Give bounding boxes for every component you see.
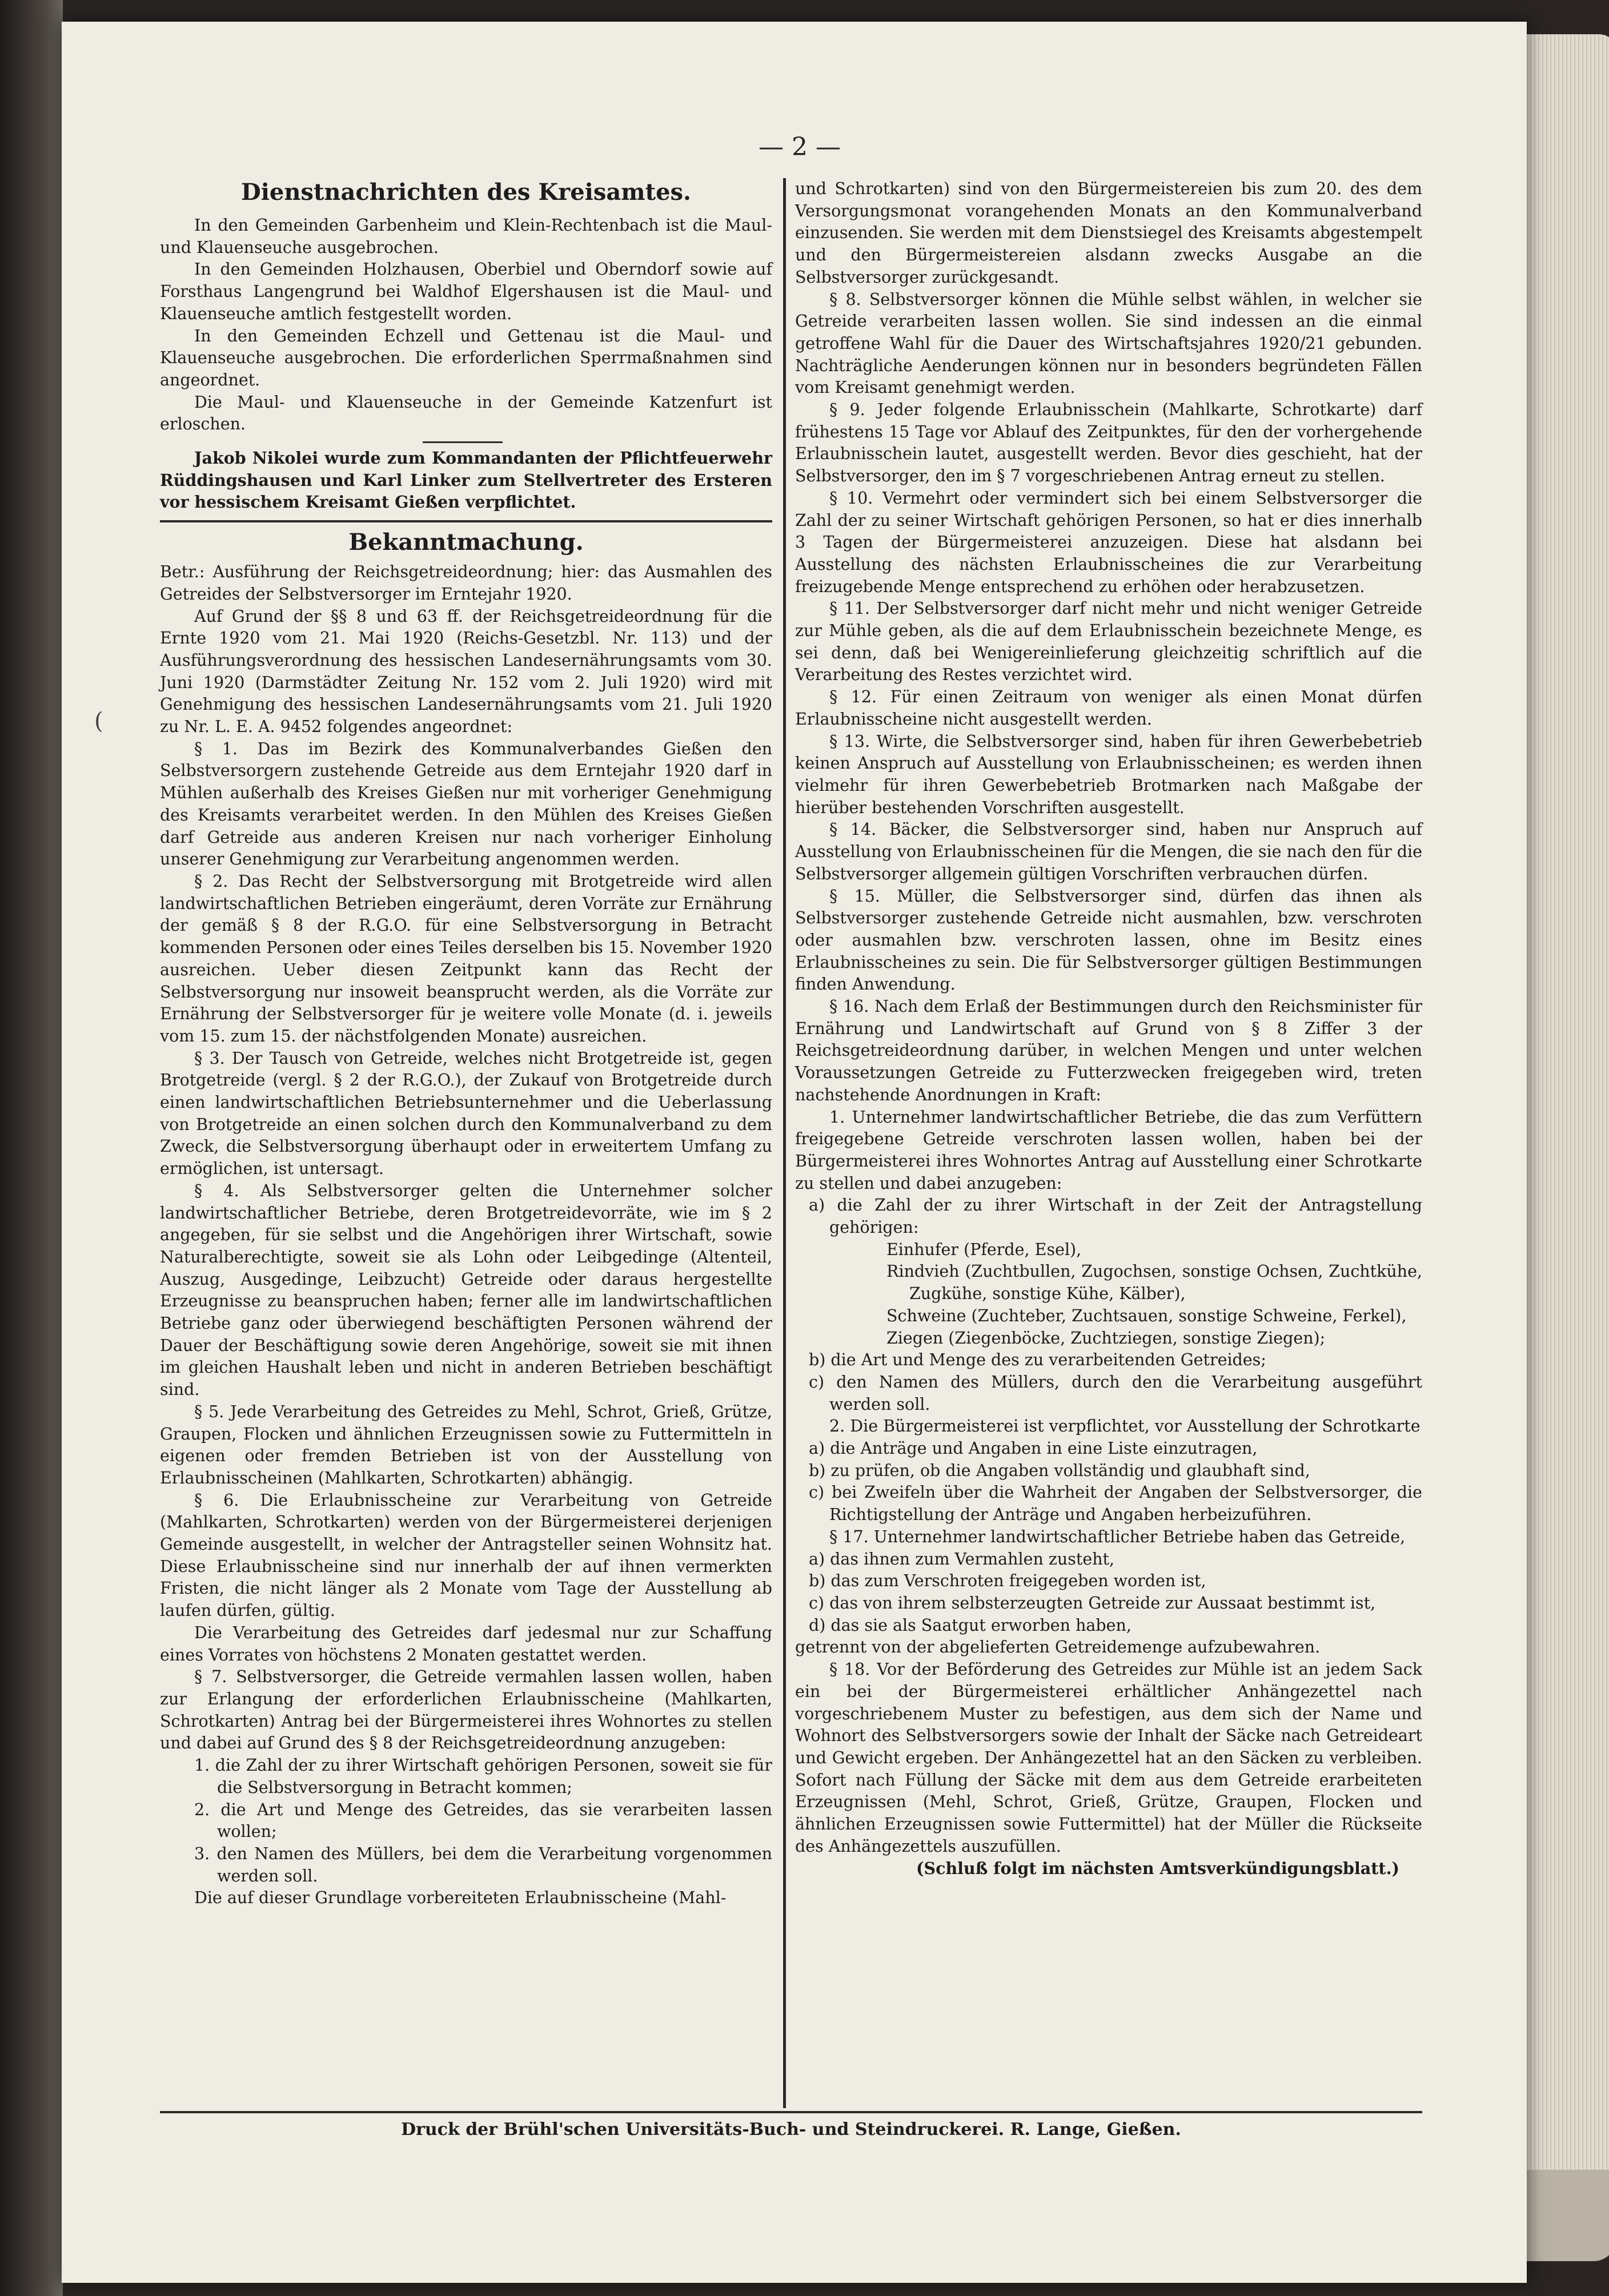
paragraph: § 9. Jeder folgende Erlaubnisschein (Mahlkarte, Schrotkarte) darf frühestens 15 Tage vor Ablauf des Zeitpunktes, für den der vorhergehende Erlaubnisschein lautet, ausgestellt werden. Bevor dies geschieht, hat der Selbstversorger, den im § 7 vorgeschriebenen Antrag erneut zu stellen. — [795, 400, 1422, 486]
list-item: Schweine (Zuchteber, Zuchtsauen, sonstige Schweine, Ferkel), — [886, 1306, 1407, 1325]
facing-page-edge — [0, 0, 63, 2296]
list-item: d) das sie als Saatgut erworben haben, — [809, 1615, 1131, 1635]
list-item: Rindvieh (Zuchtbullen, Zugochsen, sonstige Ochsen, Zuchtkühe, Zugkühe, sonstige Kühe, Kälber), — [886, 1262, 1422, 1304]
column-divider — [783, 178, 786, 2108]
list-item: b) die Art und Menge des zu verarbeitenden Getreides; — [809, 1350, 1266, 1370]
news-item: In den Gemeinden Garbenheim und Klein-Rechtenbach ist die Maul- und Klauenseuche ausgebrochen. — [160, 216, 772, 257]
news-item: Die Maul- und Klauenseuche in der Gemeinde Katzenfurt ist erloschen. — [160, 392, 772, 434]
list-item: Ziegen (Ziegenböcke, Zuchtziegen, sonstige Ziegen); — [886, 1328, 1326, 1348]
footer-rule — [160, 2111, 1422, 2113]
section-heading: Dienstnachrichten des Kreisamtes. — [241, 179, 691, 206]
paragraph: Die Verarbeitung des Getreides darf jedesmal nur zur Schaffung eines Vorrates von höchstens 2 Monaten gestattet werden. — [160, 1623, 772, 1664]
paragraph: § 2. Das Recht der Selbstversorgung mit Brotgetreide wird allen landwirtschaftlichen Betrieben eingeräumt, deren Vorräte zur Ernährung der gemäß § 8 der R.G.O. für eine Selbstversorgung in Betracht kommenden Personen oder eines Teiles derselben bis 15. November 1920 ausreichen. Ueber diesen Zeitpunkt kann das Recht der Selbstversorgung nur insoweit beansprucht werden, als die Vorräte zur Ernährung der Selbstversorger für je weitere volle Monate (d. i. jeweils vom 15. zum 15. der nächstfolgenden Monate) ausreichen. — [160, 871, 772, 1046]
paragraph: § 18. Vor der Beförderung des Getreides zur Mühle ist an jedem Sack ein bei der Bürgermeisterei erhältlicher Anhängezettel nach vorgeschriebenem Muster zu befestigen, aus dem sich der Name und Wohnort des Selbstversorgers sowie der Inhalt der Säcke nach Getreideart und Gewicht ergeben. Der Anhängezettel hat an den Säcken zu verbleiben. Sofort nach Füllung der Säcke mit dem aus dem Getreide erarbeiteten Erzeugnissen (Mehl, Schrot, Grieß, Grütze, Graupen, Flocken und ähnlichen Erzeugnissen sowie Futtermittel) hat der Müller die Rückseite des Anhängezettels auszufüllen. — [795, 1660, 1422, 1856]
paragraph: § 7. Selbstversorger, die Getreide vermahlen lassen wollen, haben zur Erlangung der erforderlichen Erlaubnisscheine (Mahlkarten, Schrotkarten) Antrag bei der Bürgermeisterei ihres Wohnortes zu stellen und dabei auf Grund des § 8 der Reichsgetreideordnung anzugeben: — [160, 1667, 772, 1753]
margin-bracket-icon: ( — [94, 708, 103, 734]
page-number: — 2 — — [759, 132, 841, 162]
paragraph: 2. Die Bürgermeisterei ist verpflichtet, vor Ausstellung der Schrotkarte — [829, 1417, 1421, 1436]
printer-imprint: Druck der Brühl'schen Universitäts-Buch- und Steindruckerei. R. Lange, Gießen. — [401, 2120, 1181, 2140]
betreff-line: Betr.: Ausführung der Reichsgetreideordnung; hier: das Ausmahlen des Getreides der Selbstversorger im Erntejahr 1920. — [160, 562, 772, 604]
paragraph: § 16. Nach dem Erlaß der Bestimmungen durch den Reichsminister für Ernährung und Landwirtschaft auf Grund von § 8 Ziffer 3 der Reichsgetreideordnung darüber, in welchen Mengen und unter welchen Voraussetzungen Getreide zu Futterzwecken freigegeben wird, treten nachstehende Anordnungen in Kraft: — [795, 997, 1422, 1104]
list-item: c) das von ihrem selbsterzeugten Getreide zur Aussaat bestimmt ist, — [809, 1594, 1376, 1613]
paragraph: § 6. Die Erlaubnisscheine zur Verarbeitung von Getreide (Mahlkarten, Schrotkarten) werden von der Bürgermeisterei derjenigen Gemeinde ausgestellt, in welcher der Antragsteller seinen Wohnsitz hat. Diese Erlaubnisscheine sind nur innerhalb der auf ihnen vermerkten Fristen, die nicht länger als 2 Monate vom Tage der Ausstellung ab laufen dürfen, gültig. — [160, 1490, 772, 1621]
paragraph: § 3. Der Tausch von Getreide, welches nicht Brotgetreide ist, gegen Brotgetreide (vergl. § 2 der R.G.O.), der Zukauf von Brotgetreide durch einen landwirtschaftlichen Betriebsunternehmer und die Ueberlassung von Brotgetreide an einen solchen durch den Kommunalverband zu dem Zweck, die Selbstversorgung überhaupt oder in erweitertem Umfang zu ermöglichen, ist untersagt. — [160, 1048, 772, 1179]
list-item: c) bei Zweifeln über die Wahrheit der Angaben der Selbstversorger, die Richtigstellung der Anträge und Angaben herbeizuführen. — [809, 1483, 1422, 1525]
paragraph: § 5. Jede Verarbeitung des Getreides zu Mehl, Schrot, Grieß, Grütze, Graupen, Flocken und ähnlichen Erzeugnissen sowie zu Futtermitteln in eigenen oder fremden Betrieben ist von der Ausstellung von Erlaubnisscheinen (Mahlkarten, Schrotkarten) abhängig. — [160, 1402, 772, 1487]
list-item: a) die Zahl der zu ihrer Wirtschaft in der Zeit der Antragstellung gehörigen: — [809, 1196, 1422, 1237]
paragraph: 1. Unternehmer landwirtschaftlicher Betriebe, die das zum Verfüttern freigegebene Getreide verschroten lassen wollen, haben bei der Bürgermeisterei ihres Wohnortes Antrag auf Ausstellung einer Schrotkarte zu stellen und dabei anzugeben: — [795, 1107, 1422, 1193]
list-item: Einhufer (Pferde, Esel), — [886, 1240, 1082, 1259]
news-item: In den Gemeinden Echzell und Gettenau ist die Maul- und Klauenseuche ausgebrochen. Die erforderlichen Sperrmaßnahmen sind angeordnet. — [160, 326, 772, 389]
list-item: c) den Namen des Müllers, durch den die Verarbeitung ausgeführt werden soll. — [809, 1372, 1422, 1414]
paragraph: § 10. Vermehrt oder vermindert sich bei einem Selbstversorger die Zahl der zu seiner Wirtschaft gehörigen Personen, so hat er dies innerhalb 3 Tagen der Bürgermeisterei anzuzeigen. Diese hat alsdann bei Ausstellung des nächsten Erlaubnisscheines die zur Verarbeitung freizugebende Menge entsprechend zu erhöhen oder herabzusetzen. — [795, 488, 1422, 596]
paragraph: § 11. Der Selbstversorger darf nicht mehr und nicht weniger Getreide zur Mühle geben, als die auf dem Erlaubnisschein bezeichnete Menge, es sei denn, daß bei Wenigereinlieferung gleichzeitig schriftlich auf die Verarbeitung des Restes verzichtet wird. — [795, 599, 1422, 685]
list-item: b) das zum Verschroten freigegeben worden ist, — [809, 1571, 1206, 1591]
list-item: 1. die Zahl der zu ihrer Wirtschaft gehörigen Personen, soweit sie für die Selbstversorgung in Betracht kommen; — [194, 1756, 772, 1797]
list-item: a) das ihnen zum Vermahlen zusteht, — [809, 1549, 1115, 1569]
paragraph: und Schrotkarten) sind von den Bürgermeistereien bis zum 20. des dem Versorgungsmonat vorangehenden Monats an den Kommunalverband einzusenden. Sie werden mit dem Dienstsiegel des Kreisamts abgestempelt und den Bürgermeistereien alsdann zwecks Ausgabe an die Selbstversorger zurückgesandt. — [795, 179, 1422, 287]
paragraph: § 14. Bäcker, die Selbstversorger sind, haben nur Anspruch auf Ausstellung von Erlaubnisscheinen für die Mengen, die sie nach den für die Selbstversorger allgemein gültigen Vorschriften verbrauchen dürfen. — [795, 820, 1422, 883]
list-item: 3. den Namen des Müllers, bei dem die Verarbeitung vorgenommen werden soll. — [194, 1844, 772, 1885]
divider — [423, 441, 503, 443]
list-item: 2. die Art und Menge des Getreides, das sie verarbeiten lassen wollen; — [194, 1800, 772, 1841]
list-item: b) zu prüfen, ob die Angaben vollständig und glaubhaft sind, — [809, 1461, 1310, 1480]
bekanntmachung-heading: Bekanntmachung. — [348, 529, 584, 556]
paragraph: getrennt von der abgelieferten Getreidemenge aufzubewahren. — [795, 1638, 1321, 1657]
paragraph: § 4. Als Selbstversorger gelten die Unternehmer solcher landwirtschaftlicher Betriebe, deren Brotgetreidevorräte, wie im § 2 angegeben, für sie selbst und die Angehörigen ihrer Wirtschaft, sowie Naturalberechtigte, soweit sie als Lohn oder Leibgedinge (Altenteil, Auszug, Ausgedinge, Leibzucht) Getreide oder daraus hergestellte Erzeugnisse zu beanspruchen haben; ferner alle im landwirtschaftlichen Betriebe ganz oder überwiegend beschäftigten Personen während der Dauer der Beschäftigung sowie deren Angehörige, soweit sie mit ihnen im gleichen Haushalt leben und nicht in anderen Betrieben beschäftigt sind. — [160, 1181, 772, 1400]
news-item: In den Gemeinden Holzhausen, Oberbiel und Oberndorf sowie auf Forsthaus Langengrund bei Waldhof Elgershausen ist die Maul- und Klauenseuche amtlich festgestellt worden. — [160, 260, 772, 323]
right-column — [795, 178, 1422, 1880]
list-item: a) die Anträge und Angaben in eine Liste einzutragen, — [809, 1439, 1258, 1458]
paragraph: § 17. Unternehmer landwirtschaftlicher Betriebe haben das Getreide, — [829, 1527, 1406, 1546]
paragraph: Auf Grund der §§ 8 und 63 ff. der Reichsgetreideordnung für die Ernte 1920 vom 21. Mai 1920 (Reichs-Gesetzbl. Nr. 113) und der Ausführungsverordnung des hessischen Landesernährungsamts vom 30. Juni 1920 (Darmstädter Zeitung Nr. 152 vom 2. Juli 1920) wird mit Genehmigung des hessischen Landesernährungsamts vom 21. Juli 1920 zu Nr. L. E. A. 9452 folgendes angeordnet: — [160, 606, 772, 737]
left-column — [160, 178, 772, 1909]
paragraph: § 15. Müller, die Selbstversorger sind, dürfen das ihnen als Selbstversorger zustehende Getreide nicht ausmahlen, bzw. verschroten oder ausmahlen bzw. verschroten lassen, ohne im Besitz eines Erlaubnisscheines zu sein. Die für Selbstversorger gültigen Bestimmungen finden Anwendung. — [795, 886, 1422, 994]
paragraph: Die auf dieser Grundlage vorbereiteten Erlaubnisscheine (Mahl- — [194, 1888, 727, 1908]
closing-note: (Schluß folgt im nächsten Amtsverkündigungsblatt.) — [916, 1859, 1399, 1879]
divider — [160, 520, 772, 522]
notice-text: Jakob Nikolei wurde zum Kommandanten der Pflichtfeuerwehr Rüddingshausen und Karl Linker zum Stellvertreter des Ersteren vor hessischem Kreisamt Gießen verpflichtet. — [160, 448, 772, 512]
paragraph: § 8. Selbstversorger können die Mühle selbst wählen, in welcher sie Getreide verarbeiten lassen wollen. Sie sind indessen an die einmal getroffene Wahl für die Dauer des Wirtschaftsjahres 1920/21 gebunden. Nachträgliche Aenderungen können nur in besonders begründeten Fällen vom Kreisamt genehmigt werden. — [795, 289, 1422, 397]
paragraph: § 1. Das im Bezirk des Kommunalverbandes Gießen den Selbstversorgern zustehende Getreide aus dem Erntejahr 1920 darf in Mühlen außerhalb des Kreises Gießen nur mit vorheriger Genehmigung des Kreisamts verarbeitet werden. In den Mühlen des Kreises Gießen darf Getreide aus anderen Kreisen nur nach vorheriger Einholung unserer Genehmigung zur Verarbeitung angenommen werden. — [160, 739, 772, 869]
paragraph: § 12. Für einen Zeitraum von weniger als einen Monat dürfen Erlaubnisscheine nicht ausgestellt werden. — [795, 687, 1422, 729]
paragraph: § 13. Wirte, die Selbstversorger sind, haben für ihren Gewerbebetrieb keinen Anspruch auf Ausstellung von Erlaubnisscheinen; es werden ihnen vielmehr für ihren Gewerbebetrieb Brotmarken nach Maßgabe der hierüber bestehenden Vorschriften ausgestellt. — [795, 731, 1422, 817]
